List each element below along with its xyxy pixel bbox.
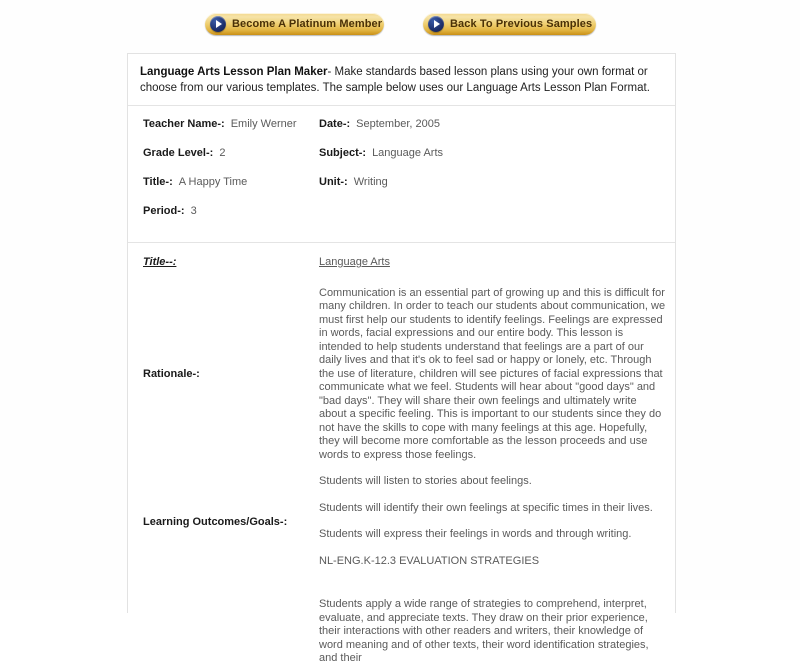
field-label: Title-: xyxy=(143,176,173,188)
become-platinum-member-button[interactable] xyxy=(205,13,384,35)
field-label: Teacher Name-: xyxy=(143,118,225,130)
standard-code: NL-ENG.K-12.3 EVALUATION STRATEGIES xyxy=(319,554,540,567)
section-row-rationale xyxy=(128,270,675,463)
field-grid xyxy=(128,106,675,234)
back-to-previous-samples-label: Back To Previous Samples xyxy=(450,17,593,30)
field-label: Grade Level-: xyxy=(143,147,214,159)
field-label: Period-: xyxy=(143,205,185,217)
field-value: 2 xyxy=(219,147,226,159)
spacer xyxy=(319,515,667,528)
field-unit xyxy=(319,176,675,188)
field-row xyxy=(128,118,675,147)
field-value: Writing xyxy=(353,176,388,188)
section-label-text: Learning Outcomes/Goals-: xyxy=(143,515,288,528)
rationale-paragraph: Communication is an essential part of growing up and this is difficult for many children. In order to teach our students about communication, we must first help our students to identify feelings. Feelings are expressed in words, facial expressions and our entire body. This lesson is intended to help students understand that feelings are a part of our daily lives and that it's ok to feel sad or happy or lonely, etc. Through the use of literature, children will see pictures of facial expressions that communicate what we feel. Students will hear about "good days" and "bad days". They will share their own feelings and ultimately write about a specific feeling. This is important to our students since they do not have the skills to cope with many feelings at this age. Hopefully, they will become more comfortable as the lesson proceeds and use words to express those feelings. xyxy=(319,286,666,461)
outcome-line: Students will express their feelings in words and through writing. xyxy=(319,528,632,540)
spacer xyxy=(319,542,667,555)
outcome-line: Students will identify their own feelings at specific times in their lives. xyxy=(319,501,653,514)
section-label-text: Rationale-: xyxy=(143,368,200,381)
field-label: Unit-: xyxy=(319,176,348,188)
section-label-outcomes xyxy=(143,516,319,528)
back-to-previous-samples-button[interactable] xyxy=(423,13,596,35)
play-circle-icon xyxy=(428,16,444,32)
section-row-title xyxy=(128,243,675,270)
section-row-outcomes xyxy=(128,462,675,568)
field-value: 3 xyxy=(190,205,197,217)
field-value: Language Arts xyxy=(372,147,444,159)
field-value: Emily Werner xyxy=(230,118,297,130)
subject-underlined-value: Language Arts xyxy=(319,256,390,268)
field-value: A Happy Time xyxy=(178,176,248,188)
section-body-title xyxy=(319,256,667,270)
top-button-bar xyxy=(0,13,800,39)
section-label-rationale xyxy=(143,368,319,380)
field-value: September, 2005 xyxy=(356,118,440,130)
panel-description: - Make standards based lesson plans using your own format or choose from our various templates. The sample below uses our Language Arts Lesson Plan Format. xyxy=(140,66,650,94)
panel-title: Language Arts Lesson Plan Maker xyxy=(140,66,328,78)
section-label-text: Title--: xyxy=(143,256,177,268)
field-date xyxy=(319,118,675,130)
section-row-tail xyxy=(128,568,675,666)
field-teacher-name xyxy=(143,118,319,130)
become-platinum-member-label: Become A Platinum Member xyxy=(232,17,383,30)
standard-description: Students apply a wide range of strategies to comprehend, interpret, evaluate, and appreciate texts. They draw on their prior experience, their interactions with other readers and writers, their knowledge of word meaning and of other texts, their word identification strategies, and their xyxy=(319,598,649,664)
lesson-plan-panel xyxy=(127,53,676,664)
field-grade-level xyxy=(143,147,319,159)
field-row xyxy=(128,176,675,205)
section-label-title xyxy=(143,256,319,270)
field-title xyxy=(143,176,319,188)
spacer xyxy=(319,489,667,502)
section-body-outcomes xyxy=(319,475,667,568)
section-body-tail xyxy=(319,598,667,666)
field-row xyxy=(128,205,675,234)
panel-header xyxy=(128,54,675,106)
field-row xyxy=(128,147,675,176)
field-period xyxy=(143,205,319,217)
outcome-line: Students will listen to stories about feelings. xyxy=(319,475,532,487)
field-label: Date-: xyxy=(319,118,351,130)
field-label: Subject-: xyxy=(319,147,367,159)
section-label-tail xyxy=(143,598,319,666)
field-subject xyxy=(319,147,675,159)
play-circle-icon xyxy=(210,16,226,32)
section-body-rationale xyxy=(319,287,667,463)
